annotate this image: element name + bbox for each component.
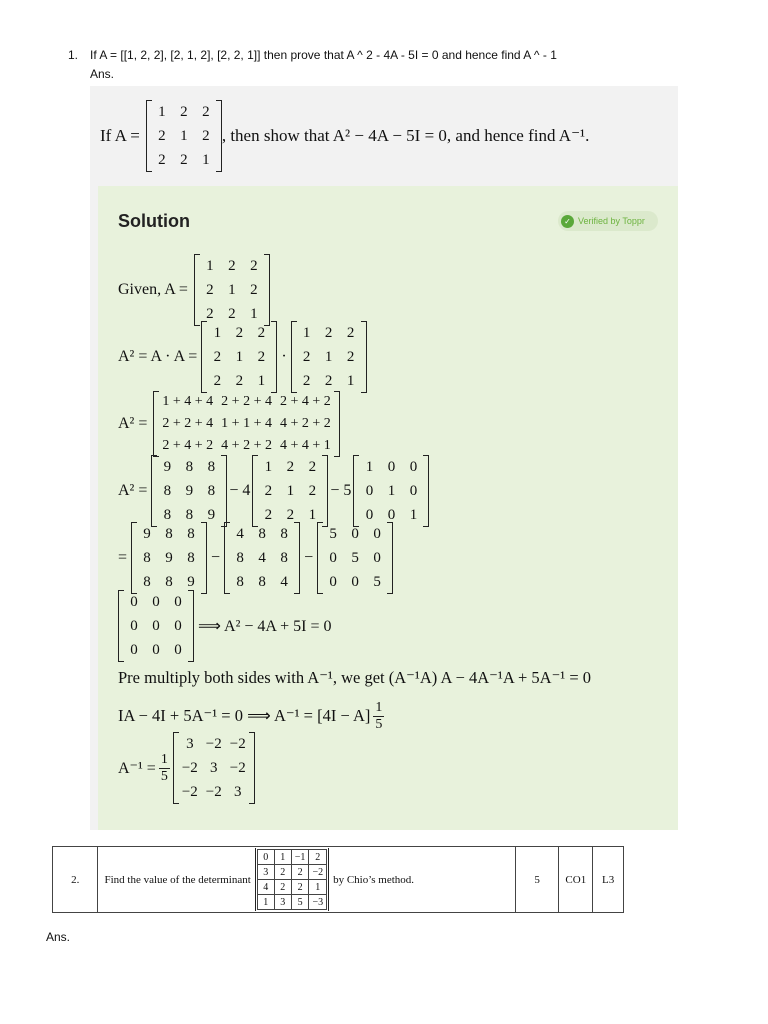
a-squared-expanded-line bbox=[118, 391, 340, 457]
matrix-row bbox=[296, 321, 362, 345]
one-fifth-fraction bbox=[373, 700, 384, 733]
matrix-row bbox=[123, 590, 189, 614]
matrix-row bbox=[151, 148, 217, 172]
matrix-row bbox=[151, 100, 217, 124]
matrix-cell: 0 bbox=[365, 482, 374, 499]
q2-marks: 5 bbox=[515, 847, 558, 913]
matrix-cell: 2 bbox=[274, 880, 291, 895]
matrix-cell: 8 bbox=[258, 573, 266, 590]
premultiply-text: Pre multiply both sides with A⁻¹, we get (A⁻¹A) A − 4A⁻¹A + 5A⁻¹ = 0 bbox=[118, 668, 592, 687]
matrix-cell: 0 bbox=[257, 850, 274, 865]
matrix-cell: 2 bbox=[250, 281, 258, 298]
matrix-cell: 0 bbox=[130, 617, 138, 634]
ia-text: IA − 4I + 5A⁻¹ = 0 ⟹ A⁻¹ = [4I − A] bbox=[118, 706, 371, 725]
matrix-row bbox=[257, 850, 326, 865]
matrix-row bbox=[178, 732, 250, 756]
matrix-cell: 4 bbox=[236, 525, 244, 542]
matrix-cell: 8 bbox=[207, 482, 216, 499]
matrix-row bbox=[229, 546, 295, 570]
matrix-row bbox=[322, 570, 388, 594]
matrix-cell: 1 bbox=[202, 151, 210, 168]
matrix-cell: 8 bbox=[280, 525, 288, 542]
matrix-cell: 2 bbox=[206, 305, 214, 322]
matrix-cell: 8 bbox=[143, 549, 151, 566]
matrix-cell: −2 bbox=[309, 865, 327, 880]
matrix-cell: 2 + 4 + 2 bbox=[279, 394, 331, 409]
matrix-cell: −2 bbox=[205, 735, 222, 752]
substitution-line bbox=[118, 458, 429, 524]
matrix-cell: 2 bbox=[228, 305, 236, 322]
matrix-row bbox=[136, 522, 202, 546]
matrix-cell: 1 bbox=[274, 850, 291, 865]
minus-sign-1: − bbox=[211, 549, 221, 566]
matrix-cell: 2 bbox=[264, 482, 273, 499]
matrix-cell: 8 bbox=[165, 573, 173, 590]
matrix-four-a bbox=[224, 522, 300, 594]
matrix-cell: 9 bbox=[143, 525, 151, 542]
matrix-cell: 8 bbox=[236, 549, 244, 566]
matrix-cell: 2 bbox=[250, 257, 258, 274]
matrix-inverse bbox=[173, 732, 255, 804]
matrix-cell: 1 + 4 + 4 bbox=[162, 394, 214, 409]
matrix-cell: 1 bbox=[346, 372, 355, 389]
matrix-cell: 2 bbox=[309, 850, 327, 865]
matrix-cell: 3 bbox=[234, 783, 242, 800]
inverse-fraction-denominator: 5 bbox=[160, 768, 168, 784]
matrix-cell: 0 bbox=[174, 641, 182, 658]
a-squared-product-label: A² = A · A = bbox=[118, 348, 198, 365]
matrix-cell: 5 bbox=[373, 573, 381, 590]
zero-matrix-line bbox=[118, 593, 331, 659]
matrix-row bbox=[199, 278, 265, 302]
a-squared-product-line bbox=[118, 324, 367, 390]
given-label: Given, A = bbox=[118, 281, 188, 298]
matrix-cell: 1 bbox=[206, 257, 214, 274]
matrix-cell: 4 bbox=[257, 880, 274, 895]
matrix-cell: 2 bbox=[274, 865, 291, 880]
matrix-cell: 8 bbox=[185, 506, 194, 523]
matrix-row bbox=[296, 345, 362, 369]
q1-number: 1. bbox=[68, 48, 79, 62]
matrix-cell: 1 bbox=[264, 458, 273, 475]
problem-suffix: , then show that A² − 4A − 5I = 0, and hence find A⁻¹. bbox=[221, 126, 590, 145]
matrix-a-left bbox=[201, 321, 277, 393]
matrix-a-squared-expanded bbox=[153, 391, 339, 457]
q1-text: If A = [[1, 2, 2], [2, 1, 2], [2, 2, 1]] then prove that A ^ 2 - 4A - 5I = 0 and hence find A ^ - 1 bbox=[90, 48, 557, 62]
matrix-cell: 2 bbox=[158, 127, 166, 144]
matrix-cell: 2 + 4 + 2 bbox=[162, 438, 214, 453]
numeric-difference-line bbox=[118, 525, 393, 591]
matrix-cell: 0 bbox=[351, 525, 359, 542]
matrix-cell: 2 bbox=[213, 372, 222, 389]
matrix-row bbox=[358, 455, 424, 479]
matrix-cell: 3 bbox=[257, 865, 274, 880]
a-squared-label-2: A² = bbox=[118, 482, 148, 499]
matrix-cell: 0 bbox=[174, 617, 182, 634]
matrix-cell: 2 bbox=[206, 281, 214, 298]
matrix-cell: 3 bbox=[210, 759, 218, 776]
matrix-row bbox=[156, 479, 222, 503]
matrix-row bbox=[123, 638, 189, 662]
fraction-numerator: 1 bbox=[375, 699, 383, 715]
matrix-five-i bbox=[317, 522, 393, 594]
matrix-cell: 1 bbox=[409, 506, 418, 523]
matrix-cell: 2 bbox=[346, 348, 355, 365]
matrix-cell: 2 bbox=[324, 324, 333, 341]
matrix-cell: 8 bbox=[165, 525, 173, 542]
matrix-row bbox=[206, 321, 272, 345]
matrix-cell: 0 bbox=[373, 549, 381, 566]
matrix-row bbox=[178, 780, 250, 804]
matrix-cell: −2 bbox=[205, 783, 222, 800]
matrix-cell: 8 bbox=[236, 573, 244, 590]
matrix-cell: 9 bbox=[207, 506, 216, 523]
matrix-cell: 1 bbox=[235, 348, 244, 365]
matrix-row bbox=[257, 880, 326, 895]
matrix-cell: 9 bbox=[187, 573, 195, 590]
matrix-cell: 1 bbox=[213, 324, 222, 341]
matrix-cell: 2 bbox=[346, 324, 355, 341]
inverse-fraction bbox=[159, 752, 170, 785]
matrix-cell: 2 bbox=[257, 348, 266, 365]
matrix-cell: 1 bbox=[158, 103, 166, 120]
matrix-row bbox=[229, 522, 295, 546]
matrix-row bbox=[257, 895, 326, 910]
q2-question-cell bbox=[98, 847, 515, 913]
minus-five-label: − 5 bbox=[330, 482, 352, 499]
matrix-cell: 1 bbox=[250, 305, 258, 322]
matrix-a bbox=[194, 254, 270, 326]
matrix-cell: 2 + 2 + 4 bbox=[221, 394, 272, 409]
problem-matrix bbox=[146, 100, 222, 172]
matrix-cell: 1 bbox=[257, 372, 266, 389]
matrix-cell: 0 bbox=[387, 458, 396, 475]
matrix-cell: 0 bbox=[329, 549, 337, 566]
inverse-line bbox=[118, 735, 255, 801]
matrix-cell: 2 bbox=[180, 103, 188, 120]
matrix-row bbox=[322, 546, 388, 570]
matrix-cell: 8 bbox=[143, 573, 151, 590]
minus-sign-2: − bbox=[304, 549, 314, 566]
matrix-cell: 1 bbox=[387, 482, 396, 499]
matrix-cell: 2 bbox=[158, 151, 166, 168]
matrix-row bbox=[257, 865, 326, 880]
matrix-cell: 2 bbox=[286, 506, 295, 523]
matrix-cell: 0 bbox=[152, 641, 160, 658]
q2-ans-label: Ans. bbox=[46, 930, 71, 944]
matrix-cell: 4 + 4 + 1 bbox=[279, 438, 331, 453]
matrix-cell: 0 bbox=[409, 482, 418, 499]
q2-text-after: by Chio’s method. bbox=[333, 873, 415, 886]
matrix-cell: 1 bbox=[308, 506, 317, 523]
matrix-cell: 2 + 2 + 4 bbox=[162, 416, 214, 431]
matrix-cell: 2 bbox=[202, 103, 210, 120]
matrix-cell: 0 bbox=[365, 506, 374, 523]
matrix-cell: 2 bbox=[180, 151, 188, 168]
matrix-cell: 8 bbox=[207, 458, 216, 475]
q1-ans-label: Ans. bbox=[90, 67, 115, 81]
q2-text-before: Find the value of the determinant bbox=[104, 873, 251, 886]
matrix-cell: 1 bbox=[257, 895, 274, 910]
matrix-cell: 2 bbox=[302, 372, 311, 389]
matrix-row bbox=[322, 522, 388, 546]
matrix-cell: 0 bbox=[351, 573, 359, 590]
matrix-cell: −2 bbox=[181, 759, 198, 776]
q2-number: 2. bbox=[53, 847, 98, 913]
matrix-row bbox=[257, 479, 323, 503]
matrix-row bbox=[136, 546, 202, 570]
matrix-cell: 8 bbox=[280, 549, 288, 566]
matrix-row bbox=[358, 479, 424, 503]
matrix-cell: 0 bbox=[409, 458, 418, 475]
matrix-cell: 1 bbox=[365, 458, 374, 475]
matrix-cell: 8 bbox=[163, 506, 172, 523]
implies-text: ⟹ A² − 4A + 5I = 0 bbox=[198, 618, 332, 635]
matrix-cell: 8 bbox=[163, 482, 172, 499]
question-2-row bbox=[53, 847, 624, 913]
matrix-cell: 2 bbox=[202, 127, 210, 144]
matrix-cell: 0 bbox=[373, 525, 381, 542]
matrix-cell: 2 bbox=[324, 372, 333, 389]
matrix-cell: 8 bbox=[258, 525, 266, 542]
matrix-cell: 5 bbox=[291, 895, 309, 910]
check-icon: ✓ bbox=[561, 215, 574, 228]
matrix-row bbox=[199, 254, 265, 278]
matrix-cell: 1 bbox=[324, 348, 333, 365]
matrix-cell: 2 bbox=[286, 458, 295, 475]
matrix-cell: 2 bbox=[291, 880, 309, 895]
matrix-cell: 2 bbox=[235, 324, 244, 341]
matrix-cell: 2 bbox=[264, 506, 273, 523]
minus-four-label: − 4 bbox=[229, 482, 251, 499]
matrix-cell: 4 bbox=[258, 549, 266, 566]
matrix-cell: 2 bbox=[213, 348, 222, 365]
matrix-cell: 0 bbox=[152, 593, 160, 610]
matrix-a-squared bbox=[151, 455, 227, 527]
matrix-cell: 8 bbox=[187, 525, 195, 542]
matrix-cell: 4 bbox=[280, 573, 288, 590]
matrix-cell: −2 bbox=[229, 735, 246, 752]
matrix-row bbox=[257, 455, 323, 479]
matrix-row bbox=[229, 570, 295, 594]
matrix-cell: 5 bbox=[351, 549, 359, 566]
inverse-fraction-numerator: 1 bbox=[160, 751, 168, 767]
matrix-row bbox=[156, 455, 222, 479]
matrix-cell: 1 bbox=[180, 127, 188, 144]
matrix-cell: 2 bbox=[291, 865, 309, 880]
matrix-cell: 3 bbox=[274, 895, 291, 910]
equals-sign: = bbox=[118, 549, 128, 566]
matrix-a-squared-2 bbox=[131, 522, 207, 594]
matrix-a-copy bbox=[252, 455, 328, 527]
matrix-cell: 0 bbox=[387, 506, 396, 523]
matrix-cell: 9 bbox=[165, 549, 173, 566]
matrix-cell: 9 bbox=[163, 458, 172, 475]
matrix-cell: 4 + 2 + 2 bbox=[221, 438, 272, 453]
matrix-cell: 3 bbox=[186, 735, 194, 752]
matrix-cell: 0 bbox=[174, 593, 182, 610]
matrix-cell: 0 bbox=[130, 641, 138, 658]
matrix-cell: 5 bbox=[329, 525, 337, 542]
matrix-row bbox=[206, 369, 272, 393]
matrix-cell: 2 bbox=[302, 348, 311, 365]
matrix-cell: 2 bbox=[257, 324, 266, 341]
matrix-cell: 2 bbox=[228, 257, 236, 274]
matrix-identity bbox=[353, 455, 429, 527]
matrix-cell: 0 bbox=[329, 573, 337, 590]
matrix-row bbox=[206, 345, 272, 369]
matrix-cell: 8 bbox=[187, 549, 195, 566]
matrix-row bbox=[178, 756, 250, 780]
matrix-row bbox=[151, 124, 217, 148]
given-line bbox=[118, 257, 270, 323]
matrix-row bbox=[158, 413, 334, 435]
fraction-denominator: 5 bbox=[375, 716, 383, 732]
inverse-label: A⁻¹ = bbox=[118, 760, 156, 777]
ia-line bbox=[118, 696, 387, 736]
matrix-row bbox=[296, 369, 362, 393]
matrix-cell: 2 bbox=[308, 482, 317, 499]
matrix-cell: −2 bbox=[229, 759, 246, 776]
matrix-cell: 1 bbox=[309, 880, 327, 895]
question-2-table bbox=[52, 846, 624, 913]
matrix-cell: 2 bbox=[308, 458, 317, 475]
q2-co: CO1 bbox=[559, 847, 593, 913]
matrix-cell: 4 + 2 + 2 bbox=[279, 416, 331, 431]
matrix-cell: 0 bbox=[152, 617, 160, 634]
matrix-zero bbox=[118, 590, 194, 662]
matrix-cell: 1 bbox=[302, 324, 311, 341]
matrix-row bbox=[123, 614, 189, 638]
matrix-cell: −1 bbox=[291, 850, 309, 865]
matrix-cell: 1 + 1 + 4 bbox=[221, 416, 272, 431]
matrix-cell: 2 bbox=[235, 372, 244, 389]
problem-prefix: If A = bbox=[100, 126, 140, 145]
matrix-cell: 1 bbox=[286, 482, 295, 499]
solution-heading: Solution bbox=[118, 211, 190, 231]
matrix-cell: −3 bbox=[309, 895, 327, 910]
matrix-cell: 8 bbox=[185, 458, 194, 475]
matrix-a-right bbox=[291, 321, 367, 393]
verified-badge-label: Verified by Toppr bbox=[578, 216, 645, 226]
matrix-row bbox=[158, 435, 334, 457]
verified-badge bbox=[558, 211, 658, 231]
q2-level: L3 bbox=[593, 847, 624, 913]
premultiply-line bbox=[118, 666, 591, 690]
problem-statement bbox=[100, 103, 589, 169]
dot-operator: · bbox=[281, 348, 287, 365]
matrix-cell: 9 bbox=[185, 482, 194, 499]
matrix-row bbox=[158, 391, 334, 413]
matrix-cell: −2 bbox=[181, 783, 198, 800]
q2-determinant bbox=[255, 848, 329, 911]
matrix-cell: 0 bbox=[130, 593, 138, 610]
a-squared-label: A² = bbox=[118, 415, 148, 432]
matrix-cell: 1 bbox=[228, 281, 236, 298]
